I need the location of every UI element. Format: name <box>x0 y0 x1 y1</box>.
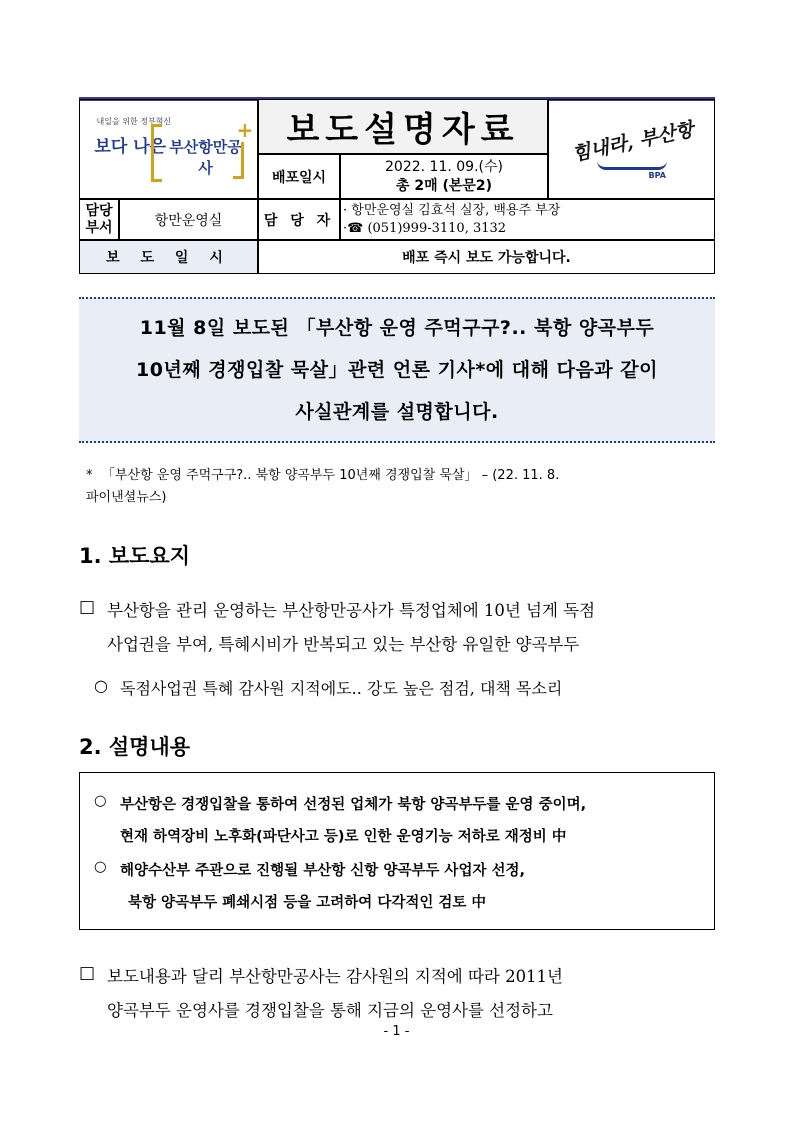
logo-left <box>79 99 258 199</box>
distribution-value <box>340 154 548 199</box>
section-2-bullet: □ <box>79 963 96 983</box>
explanation-box <box>79 772 715 930</box>
section-2-heading: 2. 설명내용 <box>79 735 191 759</box>
footnote-star: * <box>86 468 93 483</box>
distribution-pages: 총 2매 (본문2) <box>395 177 493 194</box>
explanation-item-1-line-2: 현재 하역장비 노후화(파단사고 등)로 인한 운영기능 저하로 재정비 中 <box>120 829 567 845</box>
department-label-line2: 부서 <box>85 219 113 236</box>
summary-line-3: 사실관계를 설명합니다. <box>295 401 499 423</box>
wave-icon <box>597 161 667 170</box>
distribution-label: 배포일시 <box>258 154 340 199</box>
footnote-line-1: 「부산항 운영 주먹구구?.. 북항 양곡부두 10년째 경쟁입찰 묵살」 – (22. 11. 8. <box>102 468 560 483</box>
explanation-bullet-2: ○ <box>94 859 107 875</box>
document-title: 보도설명자료 <box>258 99 548 154</box>
section-1-para-line-2: 사업권을 부여, 특혜시비가 반복되고 있는 부산항 유일한 양곡부두 <box>107 635 580 654</box>
summary-box <box>79 297 715 443</box>
section-2-para-line-1: 보도내용과 달리 부산항만공사는 감사원의 지적에 따라 2011년 <box>107 967 563 986</box>
logo-left-tagline: 내일을 위한 정부혁신 <box>96 117 172 126</box>
explanation-item-2-line-2: 북항 양곡부두 폐쇄시점 등을 고려하여 다각적인 검토 中 <box>128 895 486 911</box>
explanation-bullet-1: ○ <box>94 793 107 809</box>
distribution-date: 2022. 11. 09.(수) <box>385 158 503 175</box>
section-1-heading: 1. 보도요지 <box>79 544 191 568</box>
logo-left-main-a: 보다 나은 <box>94 137 167 157</box>
logo-right-sub: BPA <box>648 171 666 180</box>
logo-bracket-right-icon <box>233 142 244 179</box>
contact-label: 담 당 자 <box>258 199 340 240</box>
logo-plus-icon: + <box>236 118 254 142</box>
footnote <box>86 465 716 509</box>
summary-line-2: 10년째 경쟁입찰 묵살」관련 언론 기사*에 대해 다음과 같이 <box>136 359 658 381</box>
section-1-sub-bullet: ○ <box>94 676 108 695</box>
logo-right-slogan: 힘내라, 부산항 <box>569 118 696 166</box>
contact-value <box>340 199 715 240</box>
page-number: - 1 - <box>383 1024 410 1039</box>
explanation-item-2-line-1: 해양수산부 주관으로 진행될 부산항 신항 양곡부두 사업자 선정, <box>120 863 526 879</box>
logo-left-main-b: 부산항만공사 <box>169 138 242 177</box>
contact-names: · 항만운영실 김효석 실장, 백용주 부장 <box>343 202 561 218</box>
department-label <box>79 199 119 240</box>
section-1-bullet: □ <box>79 597 96 617</box>
department-value: 항만운영실 <box>119 199 258 240</box>
section-1-sub-item: 독점사업권 특혜 감사원 지적에도.. 강도 높은 점검, 대책 목소리 <box>120 679 563 698</box>
explanation-item-1-line-1: 부산항은 경쟁입찰을 통하여 선정된 업체가 북항 양곡부두를 운영 중이며, <box>120 797 587 813</box>
section-1-para-line-1: 부산항을 관리 운영하는 부산항만공사가 특정업체에 10년 넘게 독점 <box>107 601 596 620</box>
contact-phone: ·☎ (051)999-3110, 3132 <box>343 220 507 236</box>
release-label: 보 도 일 시 <box>79 240 258 274</box>
logo-bracket-icon <box>151 124 162 182</box>
release-value: 배포 즉시 보도 가능합니다. <box>258 240 715 274</box>
section-2-para-line-2: 양곡부두 운영사를 경쟁입찰을 통해 지금의 운영사를 선정하고 <box>107 1001 553 1020</box>
summary-line-1: 11월 8일 보도된 「부산항 운영 주먹구구?.. 북항 양곡부두 <box>139 317 655 339</box>
department-label-line1: 담당 <box>85 202 113 219</box>
logo-right <box>548 99 715 199</box>
footnote-line-2: 파이낸셜뉴스) <box>86 490 167 505</box>
